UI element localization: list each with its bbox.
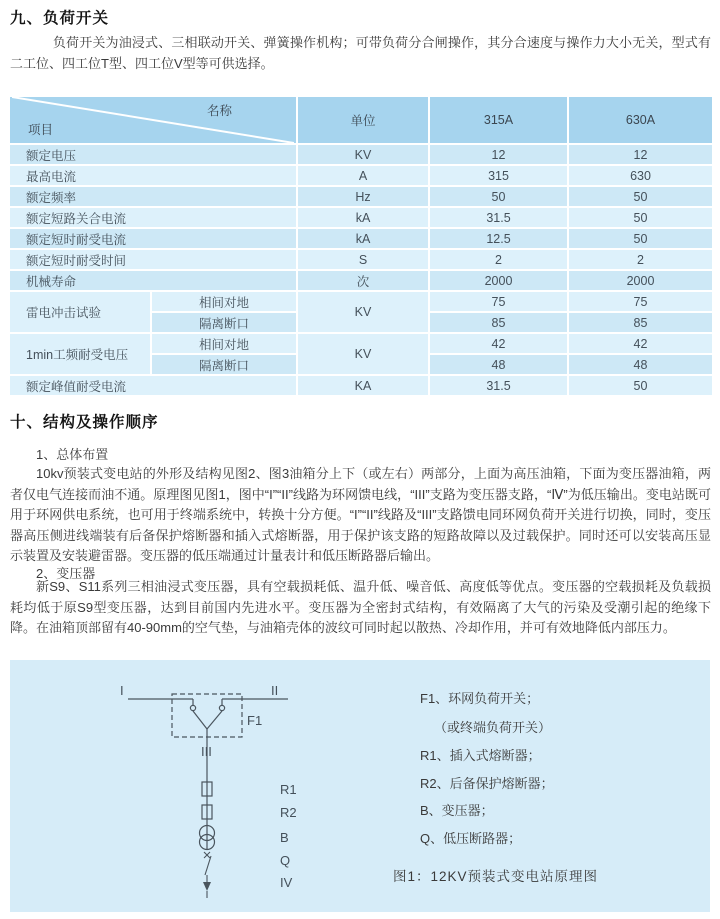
cell-630: 50 xyxy=(568,207,713,228)
table-row xyxy=(9,207,713,228)
cell-group-item: 雷电冲击试验 xyxy=(9,291,151,333)
table-row xyxy=(9,249,713,270)
cell-item: 额定短时耐受电流 xyxy=(9,228,297,249)
cell-630: 75 xyxy=(568,291,713,312)
cell-315: 12.5 xyxy=(429,228,568,249)
legend-b: B、变压器； xyxy=(420,803,494,818)
cell-item: 额定短时耐受时间 xyxy=(9,249,297,270)
cell-315: 85 xyxy=(429,312,568,333)
cell-item: 额定峰值耐受电流 xyxy=(9,375,297,396)
table-header-row xyxy=(9,96,713,144)
cell-unit: KV xyxy=(297,333,429,375)
cell-unit: 次 xyxy=(297,270,429,291)
table-row xyxy=(9,333,713,354)
cell-315: 50 xyxy=(429,186,568,207)
cell-item: 额定短路关合电流 xyxy=(9,207,297,228)
sub1-title: 1、总体布置 xyxy=(36,447,109,462)
cell-unit: kA xyxy=(297,228,429,249)
legend-r2: R2、后备保护熔断器； xyxy=(420,776,554,791)
legend-f1-alt: （或终端负荷开关） xyxy=(434,720,552,735)
table-row xyxy=(9,375,713,396)
cell-315: 2000 xyxy=(429,270,568,291)
figure-caption: 图1：12KV预装式变电站原理图 xyxy=(393,869,599,884)
circuit-diagram xyxy=(110,678,330,906)
header-315a: 315A xyxy=(429,96,568,144)
cell-group-item: 1min工频耐受电压 xyxy=(9,333,151,375)
sub2-paragraph: 新S9、S11系列三相油浸式变压器，具有空载损耗低、温升低、噪音低、高度低等优点。变压器的空载损耗及负载损耗均低于原S9型变压器，达到目前国内先进水平。变压器为全密封式结构，有效隔离了大气的污染及受潮引起的绝缘下降。在油箱顶部留有40-90mm的空气垫，与油箱壳体的波纹可同时起以散热、冷却作用，并可有效地降低内部压力。 xyxy=(10,579,711,636)
cell-unit: KV xyxy=(297,291,429,333)
label-q: Q xyxy=(280,853,291,868)
spec-table xyxy=(8,95,714,397)
corner-label-name: 名称 xyxy=(206,104,232,118)
label-line-iii: III xyxy=(201,744,212,759)
table-row xyxy=(9,228,713,249)
cell-unit: kA xyxy=(297,207,429,228)
cell-630: 42 xyxy=(568,333,713,354)
corner-header-cell xyxy=(9,96,297,144)
corner-label-item: 项目 xyxy=(28,123,54,137)
cell-sublabel: 隔离断口 xyxy=(151,354,297,375)
cell-item: 额定电压 xyxy=(9,144,297,165)
cell-630: 48 xyxy=(568,354,713,375)
cell-630: 50 xyxy=(568,375,713,396)
cell-315: 42 xyxy=(429,333,568,354)
diagonal-divider xyxy=(12,97,294,143)
table-row xyxy=(9,186,713,207)
sub1-paragraph: 10kv预装式变电站的外形及结构见图2、图3油箱分上下（或左右）两部分，上面为高压油箱，下面为变压器油箱，两者仅电气连接而油不通。原理图见图1，图中“I”“II”线路为环网馈电线，“III”支路为变压器支路，“Ⅳ”为低压输出。变电站既可用于环网供电系统，也可用于终端系统中，转换十分方便。“I”“II”线路及“III”支路馈电同环网负荷开关进行切换，同时，变压器高压侧进线端装有后备保护熔断器和插入式熔断器，用于保护该支路的短路故障以及过载保护。同时还可以安装高压显示装置及安装避雷器。变压器的低压端通过计量表计和低压断路器后输出。 xyxy=(10,466,711,564)
label-line-ii: II xyxy=(271,683,279,698)
cell-unit: A xyxy=(297,165,429,186)
label-f1: F1 xyxy=(247,713,263,728)
breaker-symbol xyxy=(204,852,211,884)
label-iv: IV xyxy=(280,875,293,890)
cell-630: 50 xyxy=(568,186,713,207)
cell-sublabel: 相间对地 xyxy=(151,333,297,354)
cell-630: 85 xyxy=(568,312,713,333)
header-630a: 630A xyxy=(568,96,713,144)
cell-item: 最高电流 xyxy=(9,165,297,186)
cell-item: 机械寿命 xyxy=(9,270,297,291)
cell-315: 31.5 xyxy=(429,375,568,396)
cell-315: 2 xyxy=(429,249,568,270)
figure1-panel xyxy=(10,660,710,912)
cell-315: 31.5 xyxy=(429,207,568,228)
section9-paragraph: 负荷开关为油浸式、三相联动开关、弹簧操作机构；可带负荷分合闸操作，其分合速度与操作力大小无关，型式有二工位、四工位T型、四工位V型等可供选择。 xyxy=(10,35,711,71)
cell-630: 630 xyxy=(568,165,713,186)
cell-630: 50 xyxy=(568,228,713,249)
sub2-title: 2、变压器 xyxy=(36,566,96,581)
cell-unit: KV xyxy=(297,144,429,165)
section9-heading: 九、负荷开关 xyxy=(10,10,110,27)
output-arrow xyxy=(203,882,211,898)
label-r1: R1 xyxy=(280,782,297,797)
cell-sublabel: 相间对地 xyxy=(151,291,297,312)
table-row xyxy=(9,165,713,186)
cell-unit: S xyxy=(297,249,429,270)
legend-q: Q、低压断路器； xyxy=(420,831,522,846)
section10-heading: 十、结构及操作顺序 xyxy=(10,414,159,431)
legend-r1: R1、插入式熔断器； xyxy=(420,748,541,763)
cell-item: 额定频率 xyxy=(9,186,297,207)
label-b: B xyxy=(280,830,289,845)
cell-315: 75 xyxy=(429,291,568,312)
label-line-i: I xyxy=(120,683,124,698)
cell-315: 48 xyxy=(429,354,568,375)
cell-unit: Hz xyxy=(297,186,429,207)
cell-630: 2000 xyxy=(568,270,713,291)
ring-switch-symbol xyxy=(128,694,288,737)
cell-630: 12 xyxy=(568,144,713,165)
header-unit: 单位 xyxy=(297,96,429,144)
cell-315: 315 xyxy=(429,165,568,186)
table-row xyxy=(9,270,713,291)
cell-315: 12 xyxy=(429,144,568,165)
cell-630: 2 xyxy=(568,249,713,270)
legend-f1: F1、环网负荷开关； xyxy=(420,691,540,706)
cell-unit: KA xyxy=(297,375,429,396)
table-row xyxy=(9,144,713,165)
table-row xyxy=(9,291,713,312)
cell-sublabel: 隔离断口 xyxy=(151,312,297,333)
label-r2: R2 xyxy=(280,805,297,820)
